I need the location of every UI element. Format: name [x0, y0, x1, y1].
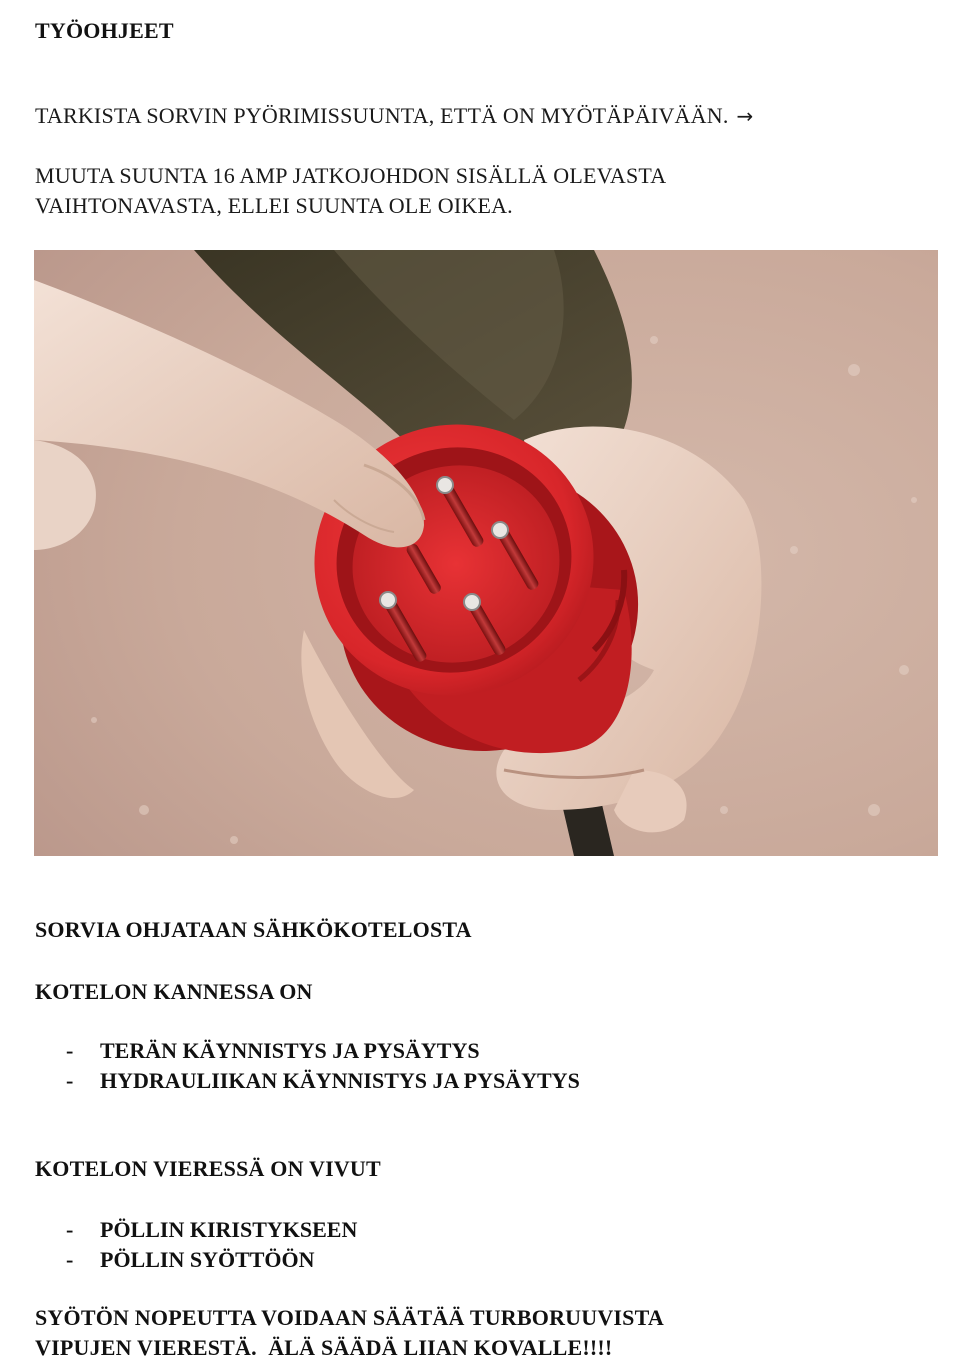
list-item-text: PÖLLIN SYÖTTÖÖN [100, 1247, 315, 1272]
section1-heading: SORVIA OHJATAAN SÄHKÖKOTELOSTA [35, 917, 472, 942]
list-item [66, 1036, 580, 1066]
plug-photo-illustration [34, 250, 938, 856]
list-item-text: HYDRAULIIKAN KÄYNNISTYS JA PYSÄYTYS [100, 1068, 580, 1093]
section2-heading: KOTELON VIERESSÄ ON VIVUT [35, 1156, 381, 1181]
dash-bullet: - [66, 1038, 74, 1063]
list-item-text: TERÄN KÄYNNISTYS JA PYSÄYTYS [100, 1038, 480, 1063]
list-item [66, 1215, 357, 1245]
page-title: TYÖOHJEET [35, 18, 174, 43]
list-item-text: PÖLLIN KIRISTYKSEEN [100, 1217, 358, 1242]
footer-line-2: VIPUJEN VIERESTÄ. ÄLÄ SÄÄDÄ LIIAN KOVALLE!!!! [35, 1335, 613, 1360]
list-item [66, 1245, 357, 1275]
section2-list [66, 1215, 357, 1275]
dash-bullet: - [66, 1247, 74, 1272]
intro-line-3: VAIHTONAVASTA, ELLEI SUUNTA OLE OIKEA. [35, 193, 513, 218]
intro-line-1 [35, 103, 753, 129]
dash-bullet: - [66, 1217, 74, 1242]
intro-line-2: MUUTA SUUNTA 16 AMP JATKOJOHDON SISÄLLÄ OLEVASTA [35, 163, 667, 188]
right-arrow-icon: → [736, 104, 754, 128]
plug-photo [34, 250, 938, 856]
dash-bullet: - [66, 1068, 74, 1093]
footer-line-1: SYÖTÖN NOPEUTTA VOIDAAN SÄÄTÄÄ TURBORUUVISTA [35, 1305, 664, 1330]
section1-list [66, 1036, 580, 1096]
intro-line-1-text: TARKISTA SORVIN PYÖRIMISSUUNTA, ETTÄ ON MYÖTÄPÄIVÄÄN. [35, 103, 729, 128]
section1-subheading: KOTELON KANNESSA ON [35, 979, 313, 1004]
list-item [66, 1066, 580, 1096]
